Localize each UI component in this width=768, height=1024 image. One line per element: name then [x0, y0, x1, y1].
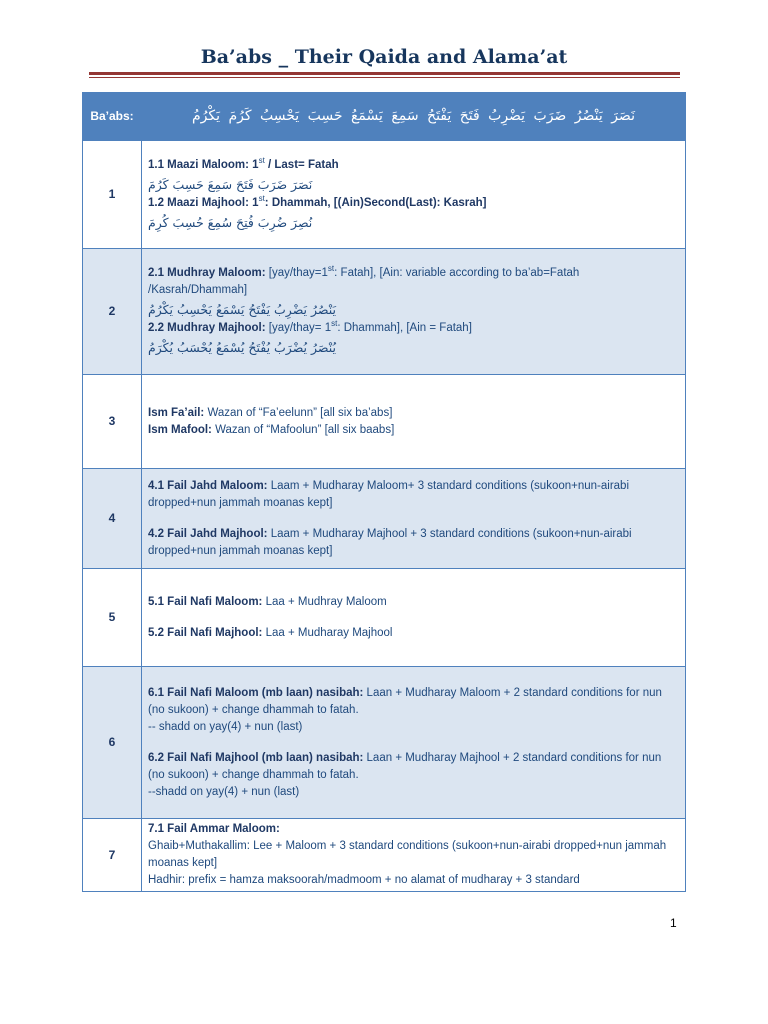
row-number: 1 — [83, 141, 142, 249]
fail-jahd-maloom-label: 4.1 Fail Jahd Maloom: — [148, 479, 268, 492]
row-content: 4.1 Fail Jahd Maloom: Laam + Mudharay Maloom+ 3 standard conditions (sukoon+nun-airabi dropped+nun jammah moanas kept] 4.2 Fail Jahd Majhool: Laam + Mudharay Majhool + 3 standard conditions (sukoon+nun-airabi dropped+nun jammah moanas kept] — [142, 469, 686, 569]
mudhray-majhool-arabic: يُنْصَرُ يُضْرَبُ يُفْتَحُ يُسْمَعُ يُحْسَبُ يُكْرَمُ — [148, 340, 336, 355]
row-content: 1.1 Maazi Maloom: 1st / Last= Fatah نَصَرَ ضَرَبَ فَتَحَ سَمِعَ حَسِبَ كَرُمَ 1.2 Maazi Majhool: 1st: Dhammah, [(Ain)Second(Last): Kasrah] نُصِرَ ضُرِبَ فُتِحَ سُمِعَ حُسِبَ كُرِمَ — [142, 141, 686, 249]
page-number: 1 — [670, 916, 677, 930]
ghaib-muthakallim-text: Ghaib+Muthakallim: Lee + Maloom + 3 standard conditions (sukoon+nun-airabi dropped+nun jammah moanas kept] — [148, 840, 667, 869]
hadhir-text: Hadhir: prefix = hamza maksoorah/madmoom + no alamat of mudharay + 3 standard — [148, 874, 580, 886]
table-row — [83, 141, 686, 249]
baabs-table — [82, 92, 686, 892]
row-number: 3 — [83, 375, 142, 469]
row-content: 2.1 Mudhray Maloom: [yay/thay=1st: Fatah], [Ain: variable according to ba’ab=Fatah /Kasrah/Dhammah] يَنْصُرُ يَضْرِبُ يَفْتَحُ يَسْمَعُ يَحْسِبُ يَكْرُمُ 2.2 Mudhray Majhool: [yay/thay= 1st: Dhammah], [Ain = Fatah] يُنْصَرُ يُضْرَبُ يُفْتَحُ يُسْمَعُ يُحْسَبُ يُكْرَمُ — [142, 249, 686, 375]
row-number: 5 — [83, 569, 142, 667]
table-header-row — [83, 93, 686, 141]
table-row — [83, 469, 686, 569]
fail-ammar-maloom-label: 7.1 Fail Ammar Maloom: — [148, 823, 280, 835]
mudhray-majhool-label: 2.2 Mudhray Majhool: — [148, 322, 266, 334]
title-rule-thick — [89, 72, 680, 75]
page-title: Ba’abs _ Their Qaida and Alama’at — [200, 46, 568, 68]
fail-nafi-maloom-label: 5.1 Fail Nafi Maloom: — [148, 595, 263, 608]
fail-nafi-laan-majhool-label: 6.2 Fail Nafi Majhool (mb laan) nasibah: — [148, 751, 364, 764]
fail-nafi-laan-maloom-label: 6.1 Fail Nafi Maloom (mb laan) nasibah: — [148, 686, 364, 699]
row-content: 6.1 Fail Nafi Maloom (mb laan) nasibah: Laan + Mudharay Maloom + 2 standard conditions for nun (no sukoon) + change dhammah to fatah. -- shadd on yay(4) + nun (last) 6.2 Fail Nafi Majhool (mb laan) nasibah: Laan + Mudharay Majhool + 2 standard conditions for nun (no sukoon) + change dhammah to fatah. --shadd on yay(4) + nun (last) — [142, 667, 686, 819]
maazi-majhool-arabic: نُصِرَ ضُرِبَ فُتِحَ سُمِعَ حُسِبَ كُرِمَ — [148, 214, 313, 230]
row-content: 5.1 Fail Nafi Maloom: Laa + Mudhray Maloom 5.2 Fail Nafi Majhool: Laa + Mudharay Majhool — [142, 569, 686, 667]
title-rule-thin — [89, 77, 680, 78]
table-row — [83, 667, 686, 819]
ism-mafool-label: Ism Mafool: — [148, 423, 212, 436]
maazi-majhool-label: 1.2 Maazi Majhool: 1 — [148, 196, 259, 209]
row-number: 6 — [83, 667, 142, 819]
ism-fail-label: Ism Fa’ail: — [148, 406, 205, 419]
table-row — [83, 819, 686, 892]
shadd-note: -- shadd on yay(4) + nun (last) — [148, 720, 303, 733]
fail-nafi-majhool-label: 5.2 Fail Nafi Majhool: — [148, 626, 263, 639]
table-row — [83, 375, 686, 469]
table-row — [83, 569, 686, 667]
mudhray-maloom-label: 2.1 Mudhray Maloom: — [148, 267, 266, 279]
mudhray-maloom-arabic: يَنْصُرُ يَضْرِبُ يَفْتَحُ يَسْمَعُ يَحْسِبُ يَكْرُمُ — [148, 302, 336, 317]
row-number: 2 — [83, 249, 142, 375]
row-content — [142, 819, 686, 892]
maazi-maloom-label: 1.1 Maazi Maloom: 1 — [148, 158, 259, 171]
row-content: Ism Fa’ail: Wazan of “Fa’eelunn” [all six ba’abs] Ism Mafool: Wazan of “Mafoolun” [all six baabs] — [142, 375, 686, 469]
header-arabic-baabs: نَصَرَ يَنْصُرُ ضَرَبَ يَضْرِبُ فَتَحَ يَفْتَحُ سَمِعَ يَسْمَعُ حَسِبَ يَحْسِبُ كَرُمَ يَكْرُمُ — [192, 108, 635, 124]
header-label: Ba’abs: — [83, 93, 142, 141]
fail-jahd-majhool-label: 4.2 Fail Jahd Majhool: — [148, 527, 268, 540]
table-row — [83, 249, 686, 375]
maazi-maloom-arabic: نَصَرَ ضَرَبَ فَتَحَ سَمِعَ حَسِبَ كَرُمَ — [148, 176, 313, 192]
shadd-note: --shadd on yay(4) + nun (last) — [148, 785, 300, 798]
row-number: 4 — [83, 469, 142, 569]
row-number: 7 — [83, 819, 142, 892]
